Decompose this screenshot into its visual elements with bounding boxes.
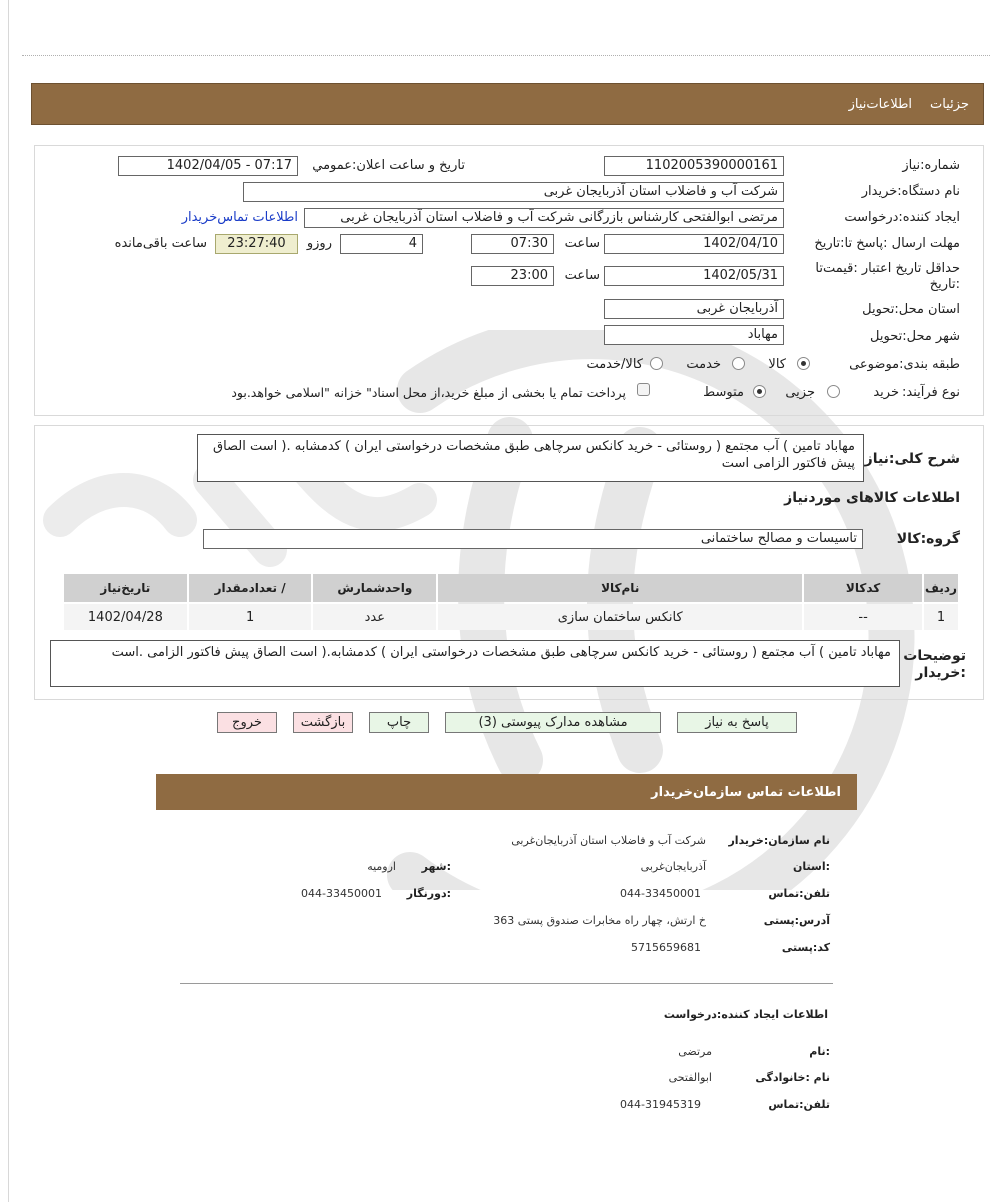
creator-label: ایجاد کننده:درخواست xyxy=(844,210,960,225)
validity-time-field: 23:00 xyxy=(471,266,554,286)
process-medium-label: متوسط xyxy=(703,385,744,400)
print-button[interactable]: چاپ xyxy=(369,712,429,733)
days-field: 4 xyxy=(340,234,423,254)
treasury-payment-checkbox[interactable] xyxy=(637,383,650,396)
cell-date: 1402/04/28 xyxy=(64,604,187,630)
deadline-time-field: 07:30 xyxy=(471,234,554,254)
col-code: کدکالا xyxy=(804,574,922,602)
province-contact-value: آذربایجان‌غربی xyxy=(640,860,706,873)
col-name: نام‌کالا xyxy=(438,574,802,602)
process-radio-minor[interactable] xyxy=(827,385,840,398)
province-contact-label: :استان xyxy=(793,860,830,873)
details-header xyxy=(31,83,984,125)
category-service-label: خدمت xyxy=(686,357,721,372)
summary-text: مهاباد تامین ) آب مجتمع ( روستائی - خرید کانکس سرچاهی طبق مشخصات درخواستی ایران ) کدمشابه .( است الصاق پیش فاکتور الزامی است xyxy=(197,434,864,482)
attachments-button[interactable]: مشاهده مدارک پیوستی (3) xyxy=(445,712,661,733)
days-label: روزو xyxy=(306,236,332,251)
page-border xyxy=(8,0,9,1202)
org-label: نام سازمان:خریدار xyxy=(728,834,830,847)
contact-header xyxy=(156,774,857,810)
cell-code: -- xyxy=(804,604,922,630)
buyer-contact-link[interactable]: اطلاعات تماس‌خریدار xyxy=(181,210,298,225)
cell-quantity: 1 xyxy=(189,604,312,630)
validity-label: حداقل تاریخ اعتبار :قیمت‌تا xyxy=(815,261,960,276)
creator-phone-label: تلفن:تماس xyxy=(768,1098,830,1111)
process-minor-label: جزیی xyxy=(785,385,815,400)
remaining-time-field: 23:27:40 xyxy=(215,234,298,254)
need-number-label: شماره:نیاز xyxy=(902,158,960,173)
tab-details[interactable]: جزئیات xyxy=(930,96,969,112)
deadline-date-field: 1402/04/10 xyxy=(604,234,784,254)
creator-field: مرتضی ابوالفتحی کارشناس بازرگانی شرکت آب و فاضلاب استان آذربایجان غربی xyxy=(304,208,784,228)
deadline-hour-label: ساعت xyxy=(564,236,600,251)
province-label: استان محل:تحویل xyxy=(862,302,960,317)
announce-label: تاریخ و ساعت اعلان:عمومي xyxy=(312,158,465,173)
process-radio-medium[interactable] xyxy=(753,385,766,398)
city-field: مهاباد xyxy=(604,325,784,345)
section-divider xyxy=(180,983,833,984)
col-date: تاریخ‌نیاز xyxy=(64,574,187,602)
table-row xyxy=(64,604,958,630)
city-contact-label: :شهر xyxy=(421,860,451,873)
validity-hour-label: ساعت xyxy=(564,268,600,283)
exit-button[interactable]: خروج xyxy=(217,712,277,733)
goods-info-title: اطلاعات کالاهای موردنیاز xyxy=(784,490,960,506)
tab-need-info[interactable]: اطلاعات‌نیاز xyxy=(848,96,913,112)
buyer-org-field: شرکت آب و فاضلاب استان آذربایجان غربی xyxy=(243,182,784,202)
validity-date-field: 1402/05/31 xyxy=(604,266,784,286)
phone-value: 044-33450001 xyxy=(620,887,701,900)
category-radio-service[interactable] xyxy=(732,357,745,370)
buyer-notes-text: مهاباد تامین ) آب مجتمع ( روستائی - خرید کانکس سرچاهی طبق مشخصات درخواستی ایران ) کدمشابه.( است الصاق پیش فاکتور الزامی .است xyxy=(50,640,900,687)
postal-label: کد:پستی xyxy=(781,941,830,954)
remaining-label: ساعت باقی‌مانده xyxy=(114,236,207,251)
back-button[interactable]: بازگشت xyxy=(293,712,353,733)
creator-name-label: :نام xyxy=(809,1045,830,1058)
category-radio-goods[interactable] xyxy=(797,357,810,370)
cell-row: 1 xyxy=(924,604,958,630)
process-purchase-label: خرید xyxy=(873,385,899,400)
category-both-label: کالا/خدمت xyxy=(586,357,643,372)
category-radio-both[interactable] xyxy=(650,357,663,370)
col-row: ردیف xyxy=(924,574,958,602)
table-header-row xyxy=(64,574,958,602)
treasury-payment-note: پرداخت تمام یا بخشی از مبلغ خرید،از محل اسناد" خزانه "اسلامی خواهد.بود xyxy=(231,385,626,400)
city-contact-value: ارومیه xyxy=(367,860,396,873)
buyer-notes-label: توضیحات xyxy=(903,648,966,664)
address-label: آدرس:پستی xyxy=(763,914,830,927)
contact-title: اطلاعات تماس سازمان‌خریدار xyxy=(651,784,841,800)
category-goods-label: کالا xyxy=(768,357,786,372)
phone-label: تلفن:تماس xyxy=(768,887,830,900)
summary-label: شرح کلی:نیاز xyxy=(864,451,960,467)
goods-group-field: تاسیسات و مصالح ساختمانی xyxy=(203,529,863,549)
reply-button[interactable]: پاسخ به نیاز xyxy=(677,712,797,733)
creator-family-value: ابوالفتحی xyxy=(668,1071,712,1084)
cell-unit: عدد xyxy=(313,604,436,630)
goods-group-label: گروه:کالا xyxy=(896,531,960,547)
cell-name: کانکس ساختمان سازی xyxy=(438,604,802,630)
creator-phone-value: 044-31945319 xyxy=(620,1098,701,1111)
buyer-org-label: نام دستگاه:خریدار xyxy=(861,184,960,199)
goods-table xyxy=(62,572,960,632)
buyer-notes-label-2: :خریدار xyxy=(915,665,966,681)
org-value: شرکت آب و فاضلاب استان آذربایجان‌غربی xyxy=(511,834,706,847)
address-value: خ ارتش، چهار راه مخابرات صندوق پستی 363 xyxy=(493,914,706,927)
postal-value: 5715659681 xyxy=(631,941,701,954)
fax-value: 044-33450001 xyxy=(301,887,382,900)
col-quantity: / تعدادمقدار xyxy=(189,574,312,602)
validity-label-2: :تاریخ xyxy=(929,277,960,292)
creator-family-label: نام :خانوادگی xyxy=(755,1071,830,1084)
deadline-label: مهلت ارسال :پاسخ تا:تاریخ xyxy=(814,236,960,251)
process-label: نوع فرآیند: xyxy=(902,385,960,400)
category-label: طبقه بندی:موضوعی xyxy=(849,357,960,372)
col-unit: واحدشمارش xyxy=(313,574,436,602)
divider xyxy=(22,55,990,56)
creator-name-value: مرتضی xyxy=(678,1045,712,1058)
province-field: آذربایجان غربی xyxy=(604,299,784,319)
announce-field: 1402/04/05 - 07:17 xyxy=(118,156,298,176)
creator-info-title: اطلاعات ایجاد کننده:درخواست xyxy=(663,1008,828,1021)
city-label: شهر محل:تحویل xyxy=(870,329,960,344)
need-number-field: 1102005390000161 xyxy=(604,156,784,176)
fax-label: :دورنگار xyxy=(406,887,451,900)
